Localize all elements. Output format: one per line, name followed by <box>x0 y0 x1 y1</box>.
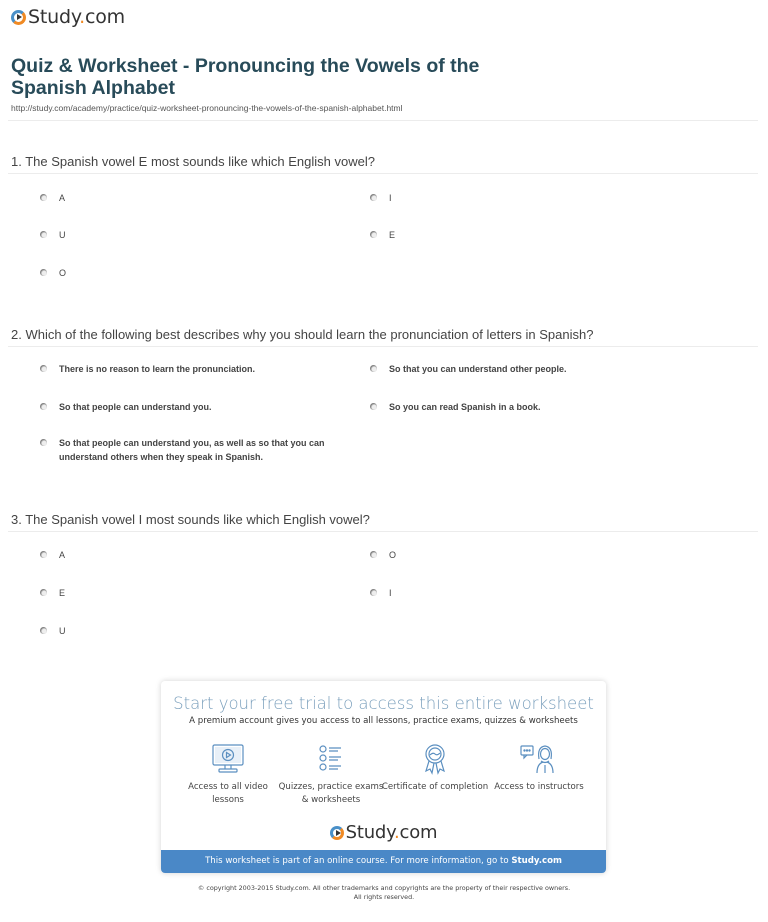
question-3-option-i[interactable]: I <box>370 588 392 598</box>
page-title: Quiz & Worksheet - Pronouncing the Vowels of the Spanish Alphabet <box>11 55 480 99</box>
radio-button[interactable] <box>40 627 47 634</box>
logo-text: Study.com <box>28 6 125 28</box>
question-3-option-o[interactable]: O <box>370 550 396 560</box>
radio-button[interactable] <box>40 194 47 201</box>
divider <box>8 120 758 121</box>
page-url[interactable]: http://study.com/academy/practice/quiz-worksheet-pronouncing-the-vowels-of-the-spanish-alphabet.html <box>11 103 403 113</box>
copyright: © copyright 2003-2015 Study.com. All other trademarks and copyrights are the property of their respective owners. All rights reserved. <box>197 884 571 901</box>
radio-button[interactable] <box>370 589 377 596</box>
question-2-text: 2. Which of the following best describes why you should learn the pronunciation of letters in Spanish? <box>11 327 594 342</box>
feature-instructors <box>484 743 594 794</box>
study-link[interactable]: Study.com <box>511 856 562 866</box>
question-3-option-u[interactable]: U <box>40 626 66 636</box>
radio-button[interactable] <box>370 403 377 410</box>
radio-button[interactable] <box>370 365 377 372</box>
question-3-option-e[interactable]: E <box>40 588 65 598</box>
question-1-option-o[interactable]: O <box>40 268 66 278</box>
play-circle-icon <box>330 826 344 840</box>
radio-button[interactable] <box>40 269 47 276</box>
question-2-option-4[interactable]: So you can read Spanish in a book. <box>370 400 541 414</box>
radio-button[interactable] <box>40 551 47 558</box>
question-3-option-a[interactable]: A <box>40 550 65 560</box>
feature-label: Access to instructors <box>494 782 584 792</box>
feature-certificate <box>380 743 490 794</box>
question-1-text: 1. The Spanish vowel E most sounds like which English vowel? <box>11 154 375 169</box>
radio-button[interactable] <box>40 589 47 596</box>
question-3-text: 3. The Spanish vowel I most sounds like which English vowel? <box>11 512 370 527</box>
free-trial-promo <box>161 681 606 873</box>
question-1-option-i[interactable]: I <box>370 193 392 203</box>
checklist-icon <box>314 743 348 775</box>
study-logo[interactable] <box>11 6 125 28</box>
question-1-option-a[interactable]: A <box>40 193 65 203</box>
question-2-option-2[interactable]: So that you can understand other people. <box>370 362 567 376</box>
radio-button[interactable] <box>40 439 47 446</box>
feature-quizzes <box>276 743 386 807</box>
instructor-chat-icon <box>519 743 559 775</box>
logo-text: Study.com <box>345 822 438 843</box>
divider <box>8 346 758 347</box>
divider <box>8 531 758 532</box>
radio-button[interactable] <box>40 365 47 372</box>
radio-button[interactable] <box>40 403 47 410</box>
feature-video-lessons <box>173 743 283 807</box>
promo-subtitle: A premium account gives you access to all lessons, practice exams, quizzes & worksheets <box>189 716 578 726</box>
certificate-ribbon-icon <box>418 743 452 775</box>
promo-study-logo[interactable] <box>161 822 606 843</box>
question-1-option-u[interactable]: U <box>40 230 66 240</box>
radio-button[interactable] <box>370 231 377 238</box>
question-2-option-5[interactable]: So that people can understand you, as well as so that you can understand others when they speak in Spanish. <box>40 436 360 464</box>
radio-button[interactable] <box>40 231 47 238</box>
divider <box>8 173 758 174</box>
question-1-option-e[interactable]: E <box>370 230 395 240</box>
feature-label: Certificate of completion <box>381 782 489 792</box>
online-course-banner[interactable]: This worksheet is part of an online course. For more information, go to Study.com <box>161 850 606 873</box>
question-2-option-1[interactable]: There is no reason to learn the pronunciation. <box>40 362 255 376</box>
radio-button[interactable] <box>370 551 377 558</box>
play-circle-icon <box>11 10 26 25</box>
question-2-option-3[interactable]: So that people can understand you. <box>40 400 212 414</box>
promo-title[interactable]: Start your free trial to access this entire worksheet <box>173 694 594 713</box>
feature-label: Access to all video lessons <box>188 782 268 805</box>
radio-button[interactable] <box>370 194 377 201</box>
video-monitor-icon <box>211 743 245 775</box>
feature-label: Quizzes, practice exams & worksheets <box>278 782 384 805</box>
